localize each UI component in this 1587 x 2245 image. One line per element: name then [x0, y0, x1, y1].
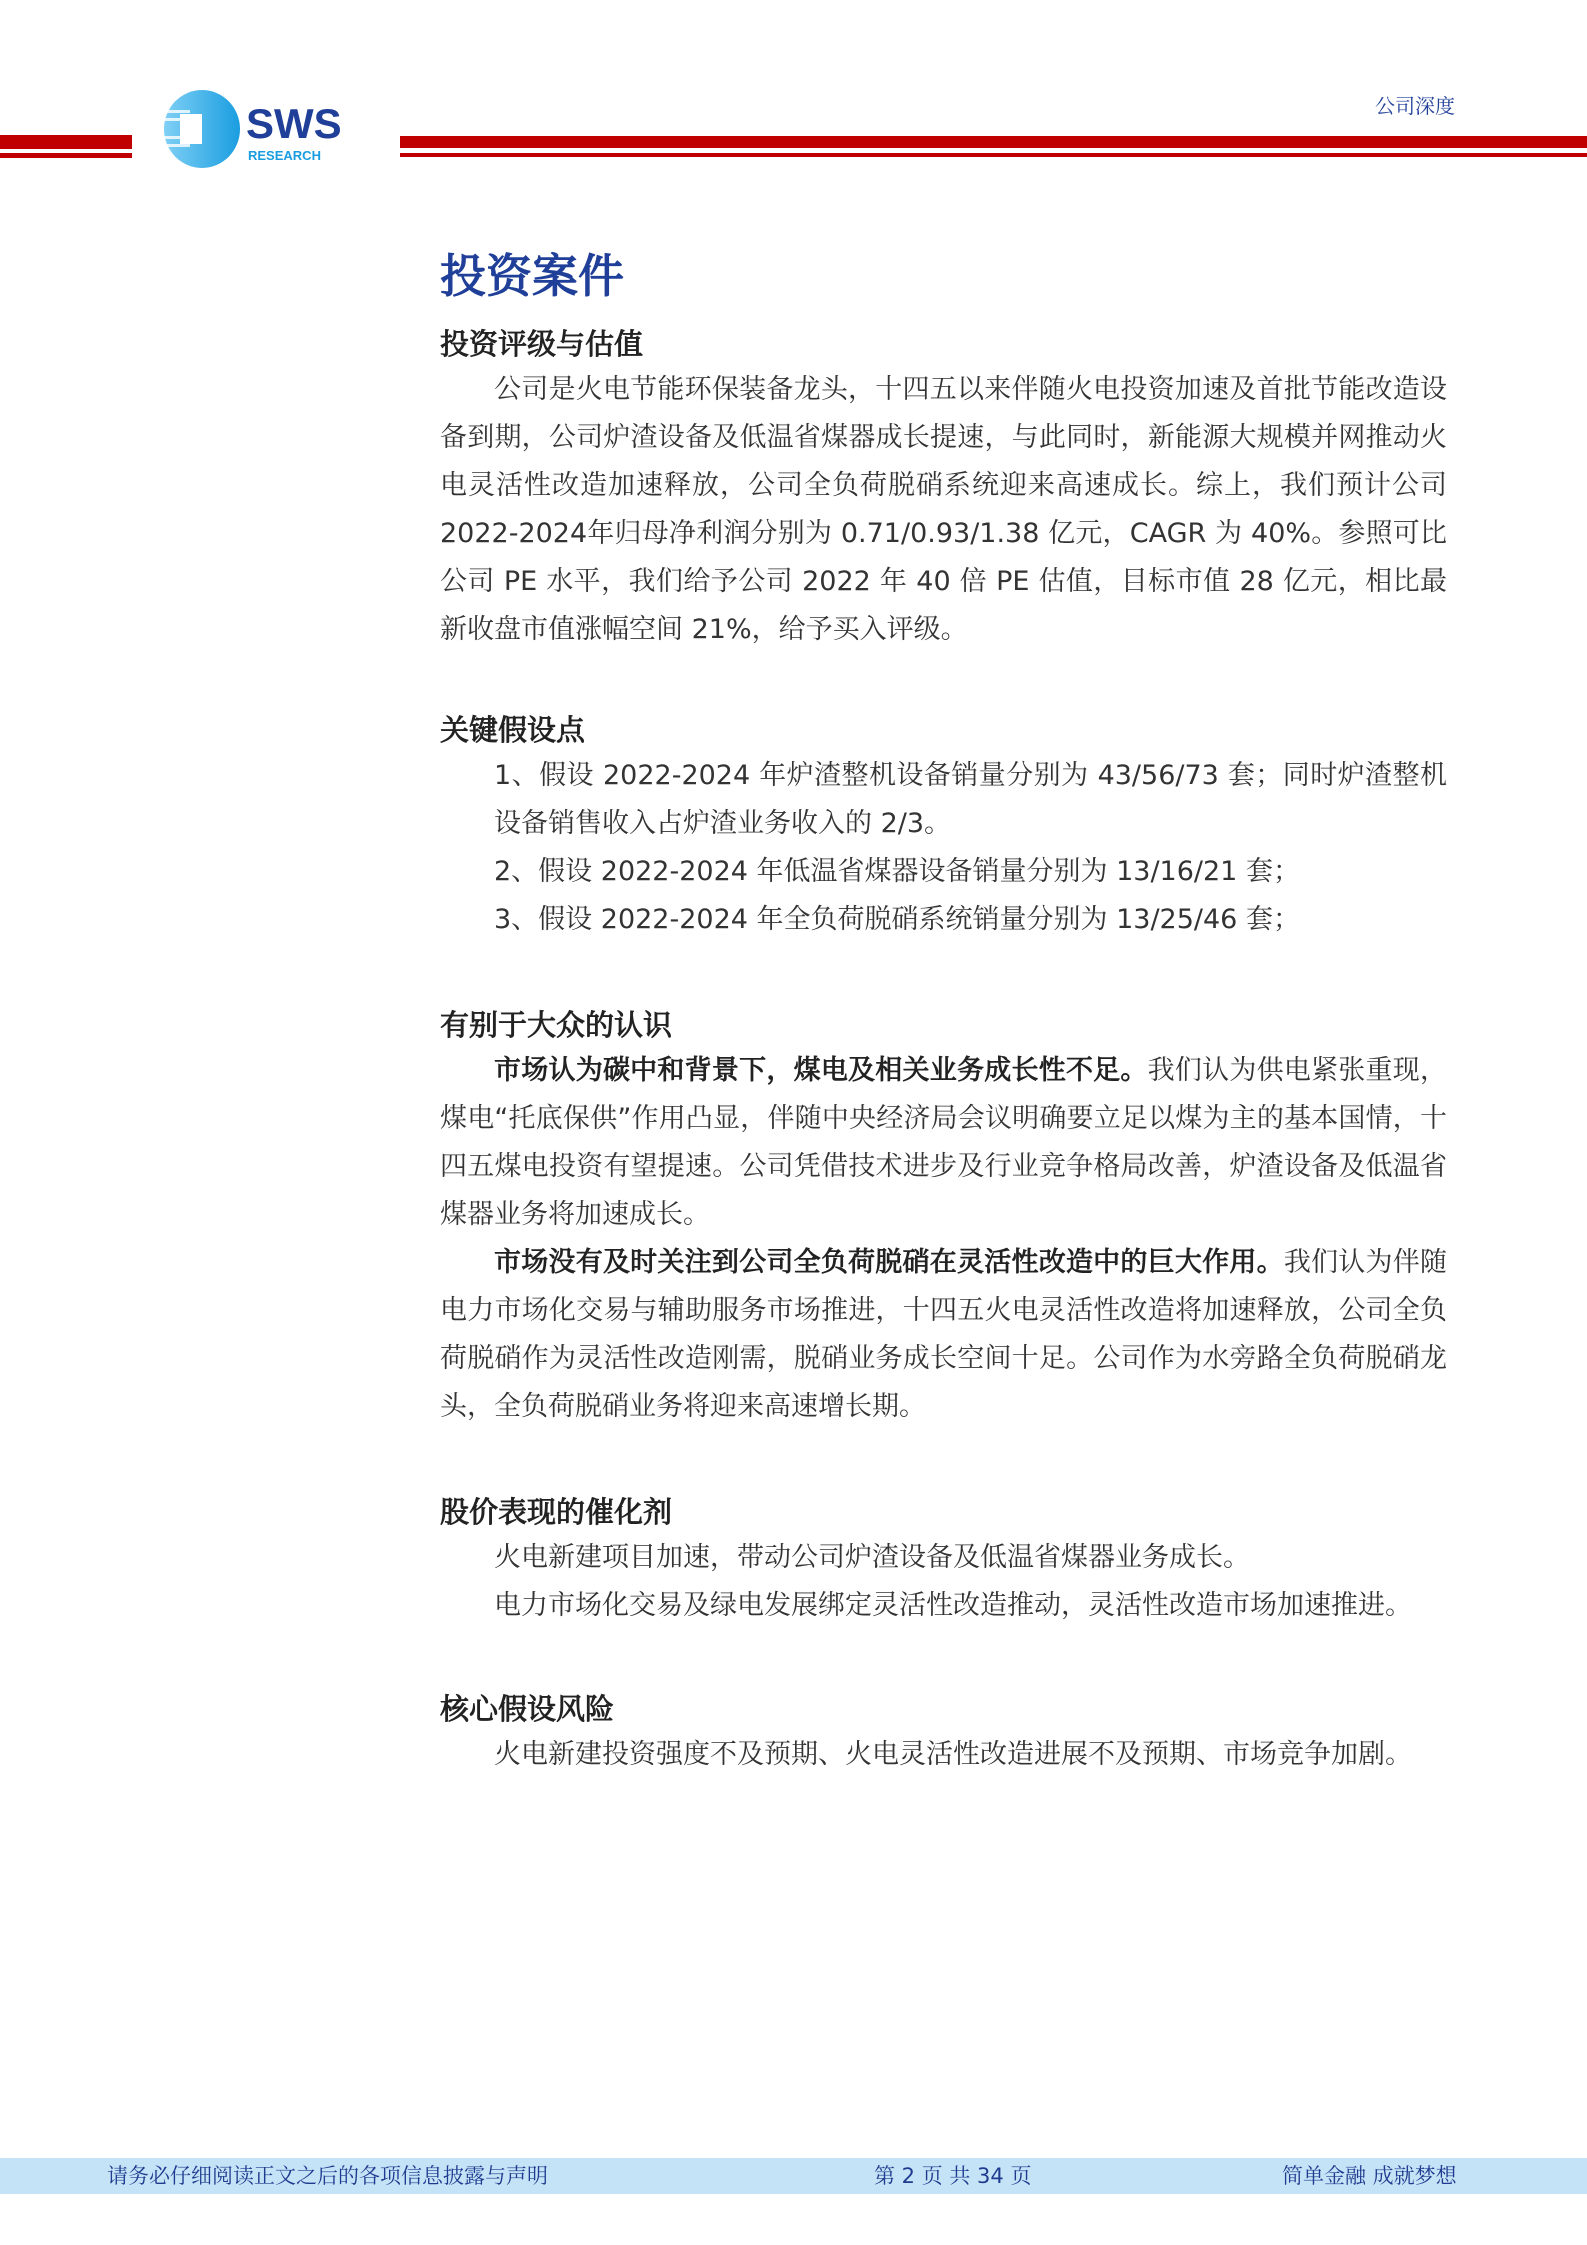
footer — [0, 2158, 1587, 2194]
header-bar-left-thin — [0, 153, 132, 158]
header-bar-right — [400, 136, 1587, 148]
paragraph: 电力市场化交易及绿电发展绑定灵活性改造推动，灵活性改造市场加速推进。 — [494, 1590, 1412, 1621]
bold-lead: 市场认为碳中和背景下，煤电及相关业务成长性不足。 — [494, 1055, 1148, 1086]
svg-text:RESEARCH: RESEARCH — [248, 148, 321, 163]
section-heading: 股价表现的催化剂 — [440, 1495, 673, 1529]
paragraph: 公司是火电节能环保装备龙头，十四五以来伴随火电投资加速及首批节能改造设备到期，公司炉渣设备及低温省煤器成长提速，与此同时，新能源大规模并网推动火电灵活性改造加速释放，公司全负荷脱硝系统迎来高速成长。综上，我们预计公司2022-2024年归母净利润分别为 0.71/0.93/1.38 亿元，CAGR 为 40%。参照可比公司 PE 水平，我们给予公司 2022 年 40 倍 PE 估值，目标市值 28 亿元，相比最新收盘市值涨幅空间 21%，给予买入评级。 — [440, 374, 1447, 645]
sws-logo — [162, 88, 362, 170]
footer-slogan: 简单金融 成就梦想 — [1282, 2164, 1457, 2188]
page-number: 第 2 页 共 34 页 — [874, 2164, 1032, 2188]
list-item: 1、假设 2022-2024 年炉渣整机设备销量分别为 43/56/73 套；同时炉渣整机设备销售收入占炉渣业务收入的 2/3。 — [494, 760, 1447, 839]
report-type-label: 公司深度 — [1375, 94, 1455, 118]
page-title: 投资案件 — [440, 249, 624, 303]
section-differentiated-view — [440, 1003, 1447, 1431]
section-risks — [440, 1687, 1447, 1779]
section-heading: 关键假设点 — [440, 713, 586, 747]
paragraph — [440, 1047, 1447, 1239]
paragraph: 火电新建项目加速，带动公司炉渣设备及低温省煤器业务成长。 — [494, 1542, 1250, 1573]
section-heading: 投资评级与估值 — [440, 327, 644, 361]
paragraph-text: 我们认为伴随电力市场化交易与辅助服务市场推进，十四五火电灵活性改造将加速释放，公司全负荷脱硝作为灵活性改造刚需，脱硝业务成长空间十足。公司作为水旁路全负荷脱硝龙头，全负荷脱硝业务将迎来高速增长期。 — [440, 1247, 1448, 1422]
paragraph: 火电新建投资强度不及预期、火电灵活性改造进展不及预期、市场竞争加剧。 — [494, 1739, 1412, 1770]
list-item: 3、假设 2022-2024 年全负荷脱硝系统销量分别为 13/25/46 套； — [494, 904, 1300, 935]
svg-text:SWS: SWS — [246, 100, 342, 147]
paragraph — [440, 1239, 1447, 1431]
paragraph-text: 我们认为供电紧张重现，煤电“托底保供”作用凸显，伴随中央经济局会议明确要立足以煤为主的基本国情，十四五煤电投资有望提速。公司凭借技术进步及行业竞争格局改善，炉渣设备及低温省煤器业务将加速成长。 — [440, 1055, 1448, 1230]
section-key-assumptions — [440, 708, 1447, 944]
header-bar-right-thin — [400, 153, 1587, 157]
list-item: 2、假设 2022-2024 年低温省煤器设备销量分别为 13/16/21 套； — [494, 856, 1300, 887]
section-catalysts — [440, 1490, 1447, 1630]
section-rating — [440, 322, 1447, 654]
header-bar-left — [0, 135, 132, 149]
section-heading: 核心假设风险 — [440, 1692, 615, 1726]
bold-lead: 市场没有及时关注到公司全负荷脱硝在灵活性改造中的巨大作用。 — [494, 1247, 1284, 1278]
footer-disclaimer: 请务必仔细阅读正文之后的各项信息披露与声明 — [107, 2164, 548, 2188]
section-heading: 有别于大众的认识 — [440, 1008, 673, 1042]
